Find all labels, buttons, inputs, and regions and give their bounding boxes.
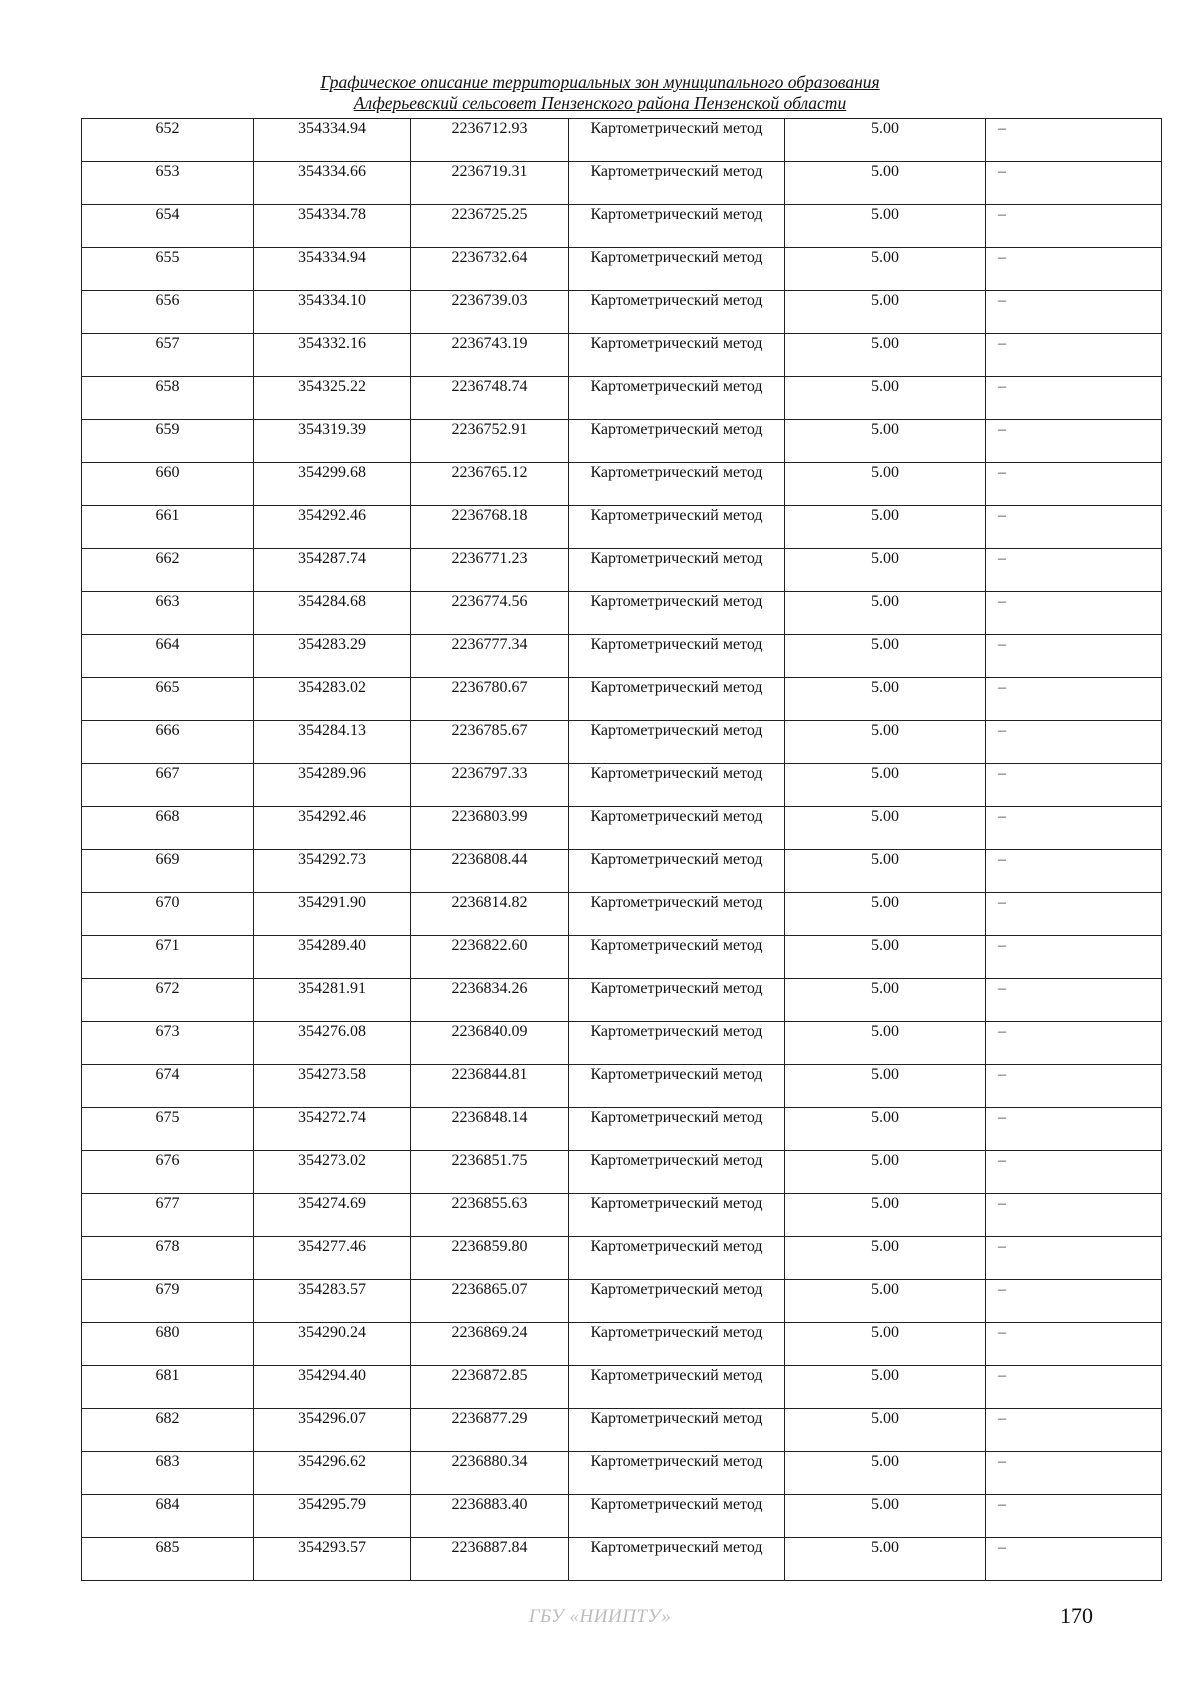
table-row (82, 549, 1162, 592)
cell-coordinate-y: 2236774.56 (411, 592, 569, 635)
cell-point-number: 681 (82, 1366, 254, 1409)
cell-note: – (986, 979, 1162, 1022)
cell-accuracy: 5.00 (785, 205, 986, 248)
cell-coordinate-y: 2236719.31 (411, 162, 569, 205)
cell-accuracy: 5.00 (785, 1022, 986, 1065)
cell-method: Картометрический метод (569, 1495, 785, 1538)
cell-coordinate-x: 354277.46 (254, 1237, 411, 1280)
cell-note: – (986, 850, 1162, 893)
cell-coordinate-y: 2236822.60 (411, 936, 569, 979)
table-row (82, 893, 1162, 936)
cell-method: Картометрический метод (569, 1280, 785, 1323)
cell-coordinate-y: 2236880.34 (411, 1452, 569, 1495)
cell-accuracy: 5.00 (785, 979, 986, 1022)
cell-note: – (986, 893, 1162, 936)
cell-accuracy: 5.00 (785, 334, 986, 377)
cell-point-number: 659 (82, 420, 254, 463)
table-row (82, 1323, 1162, 1366)
cell-coordinate-y: 2236797.33 (411, 764, 569, 807)
cell-coordinate-x: 354284.13 (254, 721, 411, 764)
cell-coordinate-x: 354292.46 (254, 506, 411, 549)
cell-point-number: 674 (82, 1065, 254, 1108)
cell-point-number: 682 (82, 1409, 254, 1452)
cell-point-number: 670 (82, 893, 254, 936)
cell-accuracy: 5.00 (785, 1194, 986, 1237)
cell-note: – (986, 162, 1162, 205)
table-row (82, 1495, 1162, 1538)
table-row (82, 119, 1162, 162)
cell-method: Картометрический метод (569, 1194, 785, 1237)
cell-method: Картометрический метод (569, 1323, 785, 1366)
cell-method: Картометрический метод (569, 721, 785, 764)
cell-point-number: 683 (82, 1452, 254, 1495)
cell-method: Картометрический метод (569, 1108, 785, 1151)
cell-coordinate-y: 2236865.07 (411, 1280, 569, 1323)
table-row (82, 420, 1162, 463)
cell-coordinate-x: 354294.40 (254, 1366, 411, 1409)
cell-accuracy: 5.00 (785, 893, 986, 936)
table-row (82, 377, 1162, 420)
cell-coordinate-y: 2236872.85 (411, 1366, 569, 1409)
cell-note: – (986, 119, 1162, 162)
cell-note: – (986, 334, 1162, 377)
cell-coordinate-y: 2236743.19 (411, 334, 569, 377)
cell-coordinate-x: 354325.22 (254, 377, 411, 420)
cell-accuracy: 5.00 (785, 936, 986, 979)
cell-note: – (986, 1065, 1162, 1108)
table-row (82, 1452, 1162, 1495)
table-row (82, 463, 1162, 506)
cell-coordinate-x: 354334.78 (254, 205, 411, 248)
table-row (82, 850, 1162, 893)
cell-coordinate-x: 354276.08 (254, 1022, 411, 1065)
cell-coordinate-x: 354292.73 (254, 850, 411, 893)
cell-coordinate-x: 354287.74 (254, 549, 411, 592)
page-number: 170 (1060, 1603, 1093, 1628)
cell-method: Картометрический метод (569, 248, 785, 291)
cell-coordinate-y: 2236765.12 (411, 463, 569, 506)
table-row (82, 1022, 1162, 1065)
cell-coordinate-x: 354283.57 (254, 1280, 411, 1323)
cell-accuracy: 5.00 (785, 1495, 986, 1538)
cell-note: – (986, 1538, 1162, 1581)
cell-point-number: 685 (82, 1538, 254, 1581)
cell-coordinate-y: 2236780.67 (411, 678, 569, 721)
cell-coordinate-y: 2236732.64 (411, 248, 569, 291)
cell-coordinate-x: 354296.62 (254, 1452, 411, 1495)
cell-coordinate-y: 2236883.40 (411, 1495, 569, 1538)
cell-coordinate-y: 2236748.74 (411, 377, 569, 420)
cell-coordinate-x: 354289.96 (254, 764, 411, 807)
cell-method: Картометрический метод (569, 764, 785, 807)
cell-method: Картометрический метод (569, 549, 785, 592)
cell-coordinate-x: 354292.46 (254, 807, 411, 850)
table-row (82, 1108, 1162, 1151)
cell-method: Картометрический метод (569, 377, 785, 420)
cell-method: Картометрический метод (569, 1022, 785, 1065)
table-row (82, 979, 1162, 1022)
cell-method: Картометрический метод (569, 1409, 785, 1452)
cell-note: – (986, 1151, 1162, 1194)
table-row (82, 506, 1162, 549)
cell-coordinate-y: 2236785.67 (411, 721, 569, 764)
cell-coordinate-x: 354296.07 (254, 1409, 411, 1452)
cell-method: Картометрический метод (569, 1065, 785, 1108)
cell-accuracy: 5.00 (785, 678, 986, 721)
cell-coordinate-y: 2236848.14 (411, 1108, 569, 1151)
cell-accuracy: 5.00 (785, 1409, 986, 1452)
cell-note: – (986, 549, 1162, 592)
cell-accuracy: 5.00 (785, 1237, 986, 1280)
cell-point-number: 671 (82, 936, 254, 979)
cell-method: Картометрический метод (569, 1538, 785, 1581)
table-row (82, 334, 1162, 377)
cell-point-number: 662 (82, 549, 254, 592)
cell-method: Картометрический метод (569, 506, 785, 549)
table-row (82, 291, 1162, 334)
cell-note: – (986, 678, 1162, 721)
cell-coordinate-y: 2236877.29 (411, 1409, 569, 1452)
cell-point-number: 678 (82, 1237, 254, 1280)
cell-accuracy: 5.00 (785, 1366, 986, 1409)
table-row (82, 205, 1162, 248)
table-row (82, 592, 1162, 635)
cell-coordinate-x: 354273.02 (254, 1151, 411, 1194)
cell-point-number: 679 (82, 1280, 254, 1323)
cell-method: Картометрический метод (569, 334, 785, 377)
cell-point-number: 684 (82, 1495, 254, 1538)
cell-point-number: 672 (82, 979, 254, 1022)
cell-point-number: 665 (82, 678, 254, 721)
cell-coordinate-y: 2236739.03 (411, 291, 569, 334)
cell-accuracy: 5.00 (785, 119, 986, 162)
cell-point-number: 656 (82, 291, 254, 334)
cell-point-number: 667 (82, 764, 254, 807)
cell-method: Картометрический метод (569, 1366, 785, 1409)
cell-coordinate-x: 354290.24 (254, 1323, 411, 1366)
cell-point-number: 666 (82, 721, 254, 764)
cell-point-number: 668 (82, 807, 254, 850)
cell-coordinate-x: 354284.68 (254, 592, 411, 635)
cell-accuracy: 5.00 (785, 1452, 986, 1495)
cell-coordinate-y: 2236771.23 (411, 549, 569, 592)
table-row (82, 635, 1162, 678)
cell-note: – (986, 1409, 1162, 1452)
cell-coordinate-y: 2236725.25 (411, 205, 569, 248)
table-row (82, 1280, 1162, 1323)
cell-coordinate-y: 2236834.26 (411, 979, 569, 1022)
cell-note: – (986, 205, 1162, 248)
cell-point-number: 660 (82, 463, 254, 506)
cell-accuracy: 5.00 (785, 1323, 986, 1366)
cell-accuracy: 5.00 (785, 721, 986, 764)
cell-note: – (986, 1280, 1162, 1323)
cell-method: Картометрический метод (569, 678, 785, 721)
table-row (82, 1194, 1162, 1237)
cell-coordinate-y: 2236712.93 (411, 119, 569, 162)
cell-point-number: 661 (82, 506, 254, 549)
cell-coordinate-x: 354299.68 (254, 463, 411, 506)
table-row (82, 936, 1162, 979)
table-row (82, 1538, 1162, 1581)
cell-accuracy: 5.00 (785, 162, 986, 205)
cell-coordinate-x: 354334.94 (254, 119, 411, 162)
cell-point-number: 676 (82, 1151, 254, 1194)
cell-point-number: 655 (82, 248, 254, 291)
cell-note: – (986, 420, 1162, 463)
cell-coordinate-y: 2236855.63 (411, 1194, 569, 1237)
cell-accuracy: 5.00 (785, 1538, 986, 1581)
cell-accuracy: 5.00 (785, 635, 986, 678)
cell-coordinate-x: 354274.69 (254, 1194, 411, 1237)
cell-note: – (986, 764, 1162, 807)
cell-point-number: 658 (82, 377, 254, 420)
cell-accuracy: 5.00 (785, 463, 986, 506)
cell-note: – (986, 463, 1162, 506)
cell-note: – (986, 635, 1162, 678)
cell-method: Картометрический метод (569, 893, 785, 936)
cell-accuracy: 5.00 (785, 850, 986, 893)
cell-note: – (986, 1194, 1162, 1237)
cell-accuracy: 5.00 (785, 549, 986, 592)
cell-coordinate-y: 2236777.34 (411, 635, 569, 678)
table-row (82, 721, 1162, 764)
table-row (82, 162, 1162, 205)
cell-coordinate-x: 354283.02 (254, 678, 411, 721)
cell-note: – (986, 1108, 1162, 1151)
cell-point-number: 680 (82, 1323, 254, 1366)
cell-coordinate-y: 2236851.75 (411, 1151, 569, 1194)
cell-method: Картометрический метод (569, 205, 785, 248)
cell-point-number: 675 (82, 1108, 254, 1151)
cell-accuracy: 5.00 (785, 377, 986, 420)
cell-accuracy: 5.00 (785, 1065, 986, 1108)
cell-note: – (986, 1323, 1162, 1366)
cell-accuracy: 5.00 (785, 420, 986, 463)
cell-point-number: 653 (82, 162, 254, 205)
cell-method: Картометрический метод (569, 807, 785, 850)
cell-coordinate-y: 2236814.82 (411, 893, 569, 936)
header-title-line-1: Графическое описание территориальных зон муниципального образования (320, 72, 880, 92)
cell-point-number: 654 (82, 205, 254, 248)
table-row (82, 1065, 1162, 1108)
table-row (82, 1366, 1162, 1409)
cell-method: Картометрический метод (569, 291, 785, 334)
cell-coordinate-y: 2236887.84 (411, 1538, 569, 1581)
coordinates-table-body (82, 119, 1162, 1581)
cell-point-number: 669 (82, 850, 254, 893)
cell-method: Картометрический метод (569, 420, 785, 463)
cell-coordinate-x: 354281.91 (254, 979, 411, 1022)
cell-note: – (986, 592, 1162, 635)
cell-coordinate-x: 354332.16 (254, 334, 411, 377)
cell-coordinate-x: 354334.10 (254, 291, 411, 334)
cell-point-number: 673 (82, 1022, 254, 1065)
cell-accuracy: 5.00 (785, 764, 986, 807)
cell-point-number: 663 (82, 592, 254, 635)
cell-coordinate-y: 2236859.80 (411, 1237, 569, 1280)
header-title-line-2: Алферьевский сельсовет Пензенского района Пензенской области (353, 93, 847, 113)
cell-note: – (986, 721, 1162, 764)
cell-coordinate-x: 354293.57 (254, 1538, 411, 1581)
cell-method: Картометрический метод (569, 592, 785, 635)
cell-method: Картометрический метод (569, 850, 785, 893)
cell-coordinate-x: 354291.90 (254, 893, 411, 936)
cell-accuracy: 5.00 (785, 1108, 986, 1151)
cell-note: – (986, 1452, 1162, 1495)
cell-method: Картометрический метод (569, 162, 785, 205)
cell-note: – (986, 506, 1162, 549)
cell-coordinate-y: 2236752.91 (411, 420, 569, 463)
cell-accuracy: 5.00 (785, 807, 986, 850)
cell-point-number: 657 (82, 334, 254, 377)
cell-note: – (986, 1366, 1162, 1409)
coordinates-table (81, 118, 1162, 1581)
cell-coordinate-y: 2236840.09 (411, 1022, 569, 1065)
cell-accuracy: 5.00 (785, 291, 986, 334)
cell-note: – (986, 377, 1162, 420)
cell-note: – (986, 936, 1162, 979)
cell-accuracy: 5.00 (785, 1151, 986, 1194)
cell-note: – (986, 1495, 1162, 1538)
cell-method: Картометрический метод (569, 1237, 785, 1280)
cell-coordinate-x: 354295.79 (254, 1495, 411, 1538)
cell-method: Картометрический метод (569, 1452, 785, 1495)
cell-method: Картометрический метод (569, 1151, 785, 1194)
cell-note: – (986, 1022, 1162, 1065)
cell-method: Картометрический метод (569, 119, 785, 162)
cell-coordinate-x: 354289.40 (254, 936, 411, 979)
cell-coordinate-y: 2236844.81 (411, 1065, 569, 1108)
table-row (82, 1237, 1162, 1280)
cell-accuracy: 5.00 (785, 506, 986, 549)
table-row (82, 1151, 1162, 1194)
cell-coordinate-y: 2236808.44 (411, 850, 569, 893)
footer-organization: ГБУ «НИИПТУ» (528, 1606, 672, 1627)
cell-accuracy: 5.00 (785, 1280, 986, 1323)
cell-method: Картометрический метод (569, 979, 785, 1022)
table-row (82, 248, 1162, 291)
cell-method: Картометрический метод (569, 936, 785, 979)
cell-note: – (986, 807, 1162, 850)
cell-point-number: 664 (82, 635, 254, 678)
cell-coordinate-y: 2236869.24 (411, 1323, 569, 1366)
cell-coordinate-x: 354283.29 (254, 635, 411, 678)
cell-note: – (986, 248, 1162, 291)
cell-accuracy: 5.00 (785, 592, 986, 635)
cell-point-number: 677 (82, 1194, 254, 1237)
document-header (0, 72, 1200, 114)
cell-point-number: 652 (82, 119, 254, 162)
cell-coordinate-y: 2236768.18 (411, 506, 569, 549)
cell-note: – (986, 291, 1162, 334)
cell-coordinate-x: 354334.94 (254, 248, 411, 291)
cell-coordinate-x: 354273.58 (254, 1065, 411, 1108)
table-row (82, 807, 1162, 850)
cell-method: Картометрический метод (569, 463, 785, 506)
cell-coordinate-x: 354272.74 (254, 1108, 411, 1151)
cell-method: Картометрический метод (569, 635, 785, 678)
cell-accuracy: 5.00 (785, 248, 986, 291)
cell-note: – (986, 1237, 1162, 1280)
cell-coordinate-x: 354334.66 (254, 162, 411, 205)
cell-coordinate-x: 354319.39 (254, 420, 411, 463)
cell-coordinate-y: 2236803.99 (411, 807, 569, 850)
table-row (82, 1409, 1162, 1452)
table-row (82, 764, 1162, 807)
table-row (82, 678, 1162, 721)
